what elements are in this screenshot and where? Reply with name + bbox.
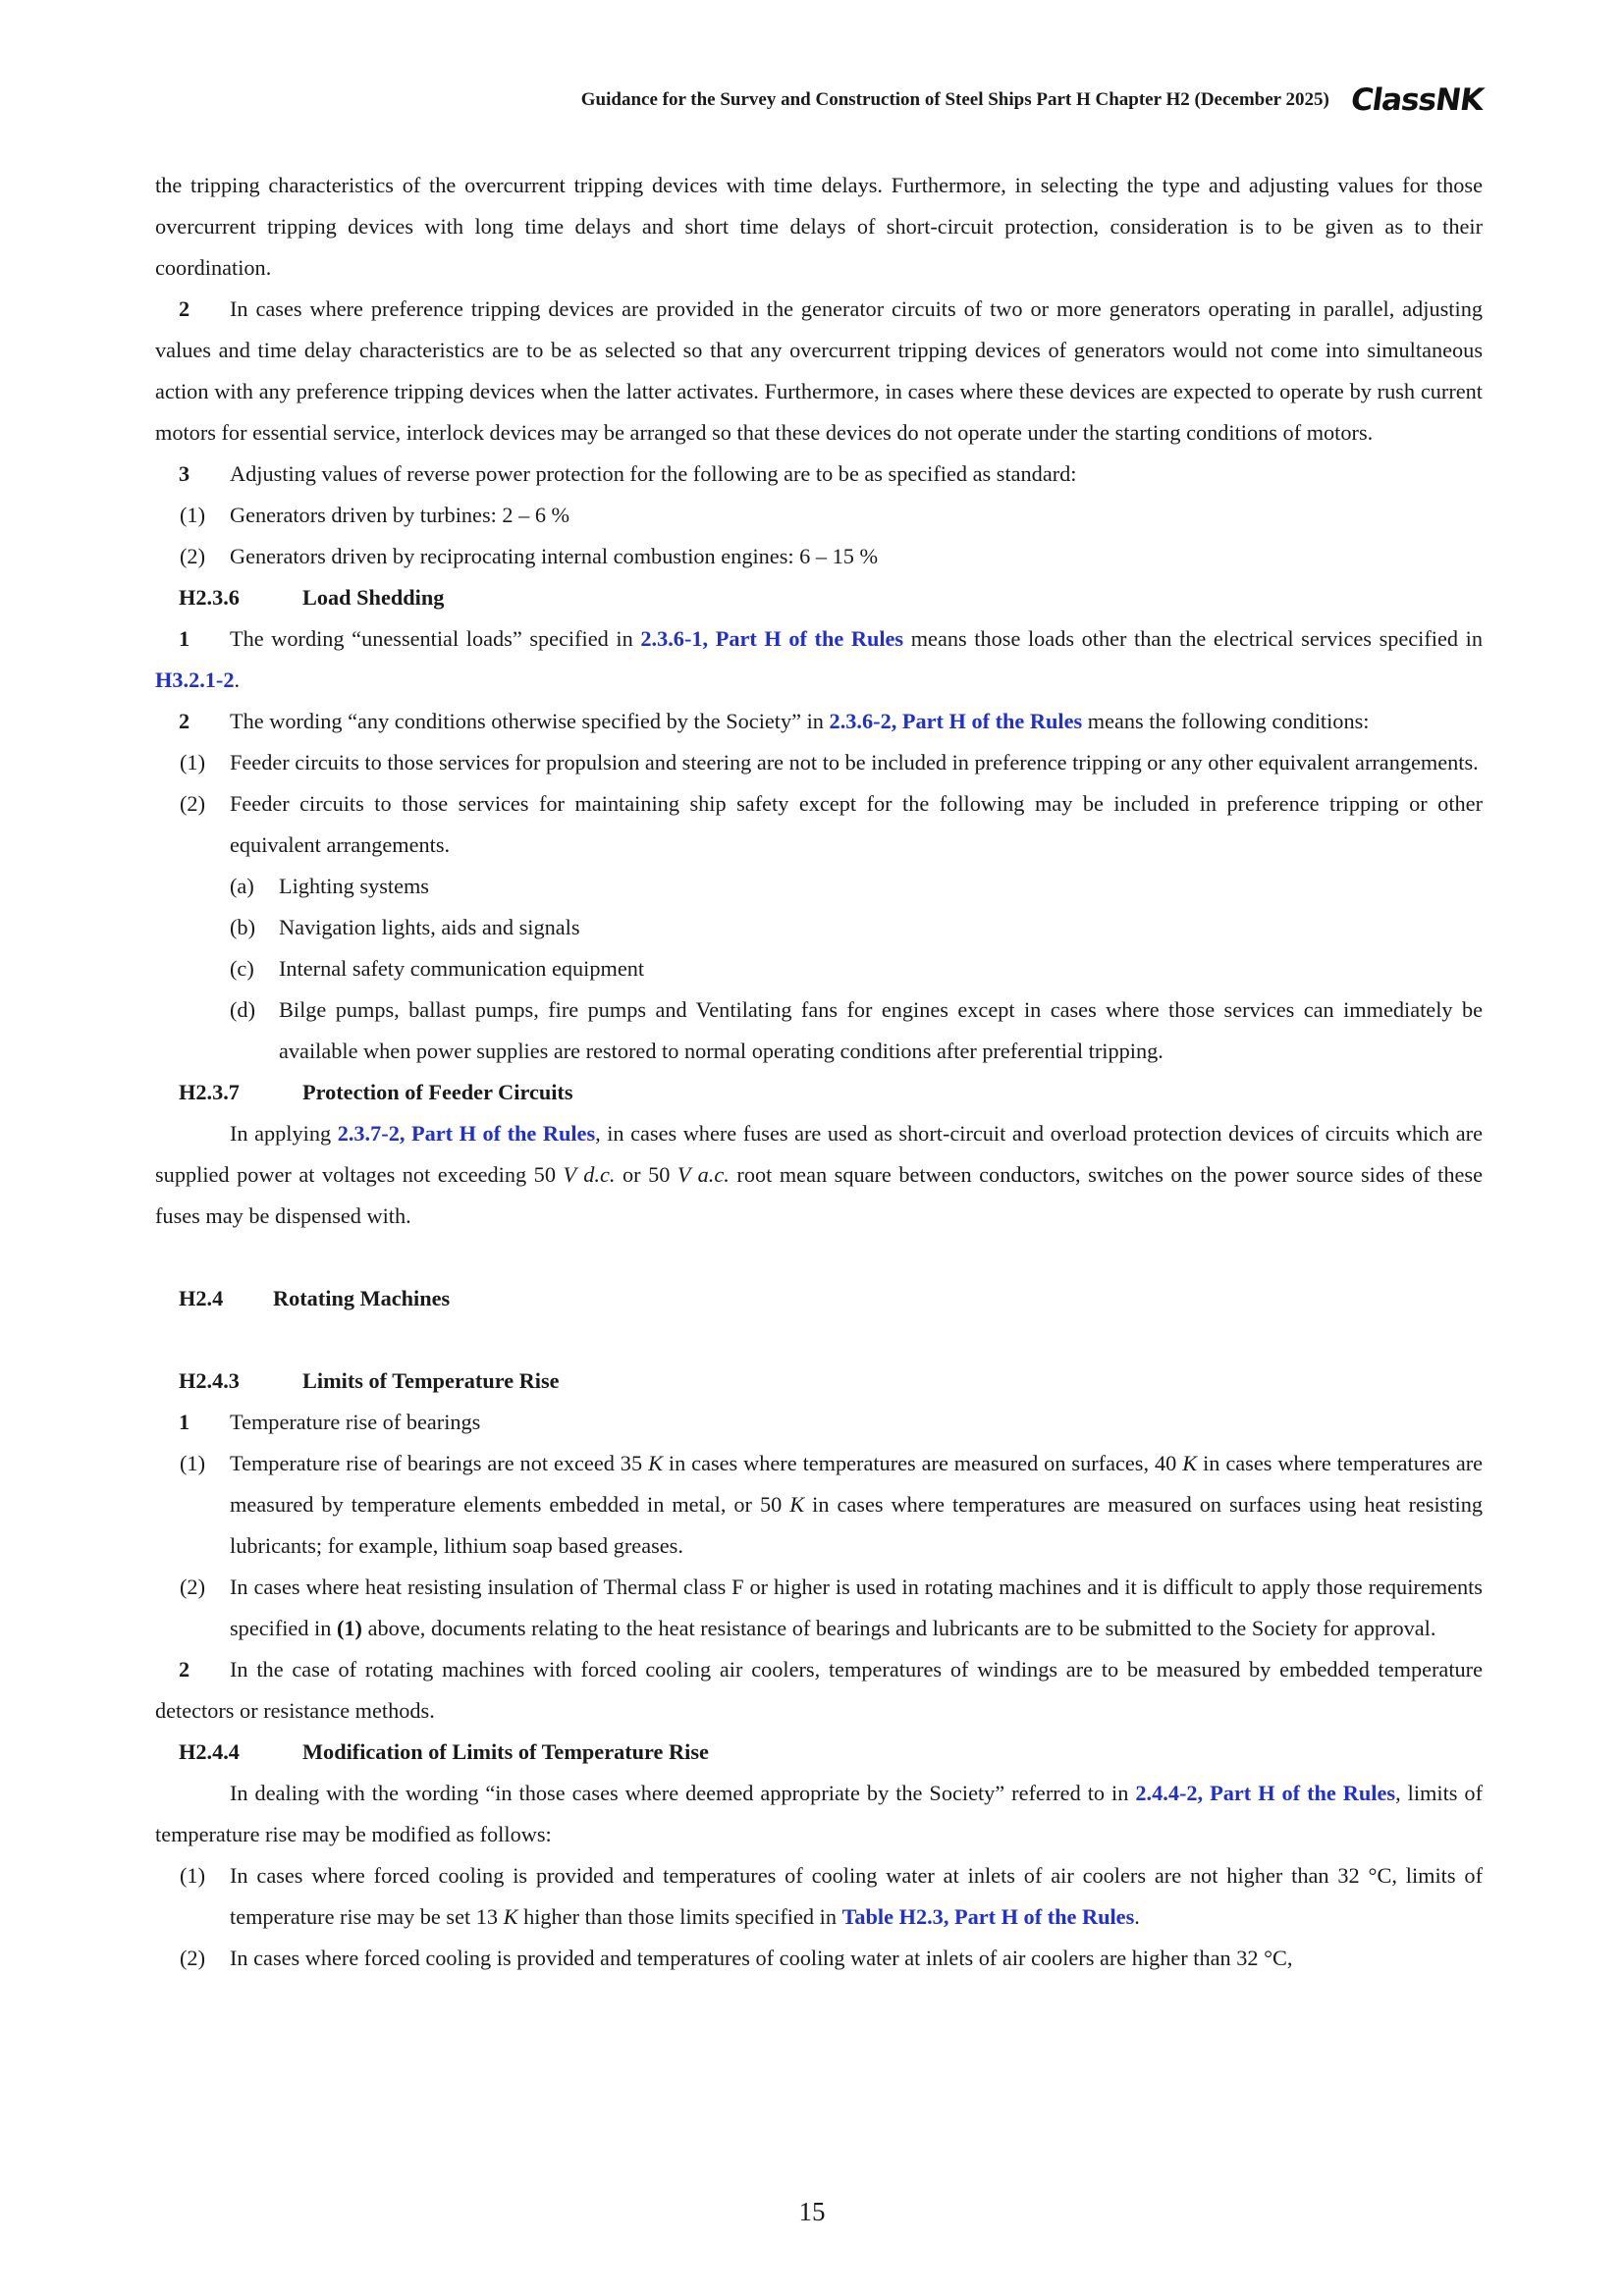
- paragraph-number: 2: [179, 1657, 190, 1682]
- rule-reference-link[interactable]: H3.2.1-2: [155, 667, 235, 692]
- section-title: Modification of Limits of Temperature Rise: [302, 1739, 709, 1764]
- list-text: Feeder circuits to those services for maintaining ship safety except for the following may be included in preference tripping or other equivalent arrangements.: [230, 791, 1483, 857]
- list-text: Navigation lights, aids and signals: [279, 915, 580, 939]
- list-item: [155, 1443, 1483, 1567]
- list-text: [230, 1855, 1483, 1938]
- section-heading-h236: [155, 577, 1483, 618]
- paragraph-text: or 50: [622, 1162, 671, 1187]
- text-run: .: [1134, 1904, 1140, 1929]
- paragraph-text: Temperature rise of bearings: [230, 1410, 481, 1434]
- rule-reference-link[interactable]: 2.4.4-2, Part H of the Rules: [1135, 1781, 1396, 1805]
- paragraph-text: The wording “any conditions otherwise specified by the Society” in: [230, 709, 824, 733]
- section-number: H2.4.4: [179, 1739, 240, 1764]
- rule-reference-link[interactable]: 2.3.6-2, Part H of the Rules: [829, 709, 1083, 733]
- section-number: H2.3.6: [179, 585, 240, 610]
- paragraph-number: 2: [179, 709, 190, 733]
- sub-list-item: [155, 948, 1483, 989]
- list-marker: (1): [180, 503, 205, 527]
- paragraph-3: [155, 454, 1483, 495]
- list-marker: (a): [230, 874, 254, 898]
- paragraph-text: In applying: [230, 1121, 332, 1146]
- text-run: in cases where temperatures are measured on surfaces using heat resisting lubricants; for example, lithium soap based greases.: [230, 1492, 1484, 1558]
- section-heading-h24: [155, 1278, 1483, 1319]
- paragraph-text: .: [234, 667, 241, 692]
- unit-text: V a.c.: [677, 1162, 730, 1187]
- paragraph-text: In cases where preference tripping devices are provided in the generator circuits of two or more generators operating in parallel, adjusting values and time delay characteristics are to be as selected so that any overcurrent tripping devices of generators would not come into simultaneous action with any preference tripping devices when the latter activates. Furthermore, in cases where these devices are expected to operate by rush current motors for essential service, interlock devices may be arranged so that these devices do not operate under the starting conditions of motors.: [155, 296, 1483, 445]
- section-title: Rotating Machines: [273, 1286, 451, 1310]
- paragraph-number: 1: [179, 626, 190, 651]
- list-marker: (2): [180, 791, 205, 816]
- paragraph-h236-2: [155, 701, 1483, 742]
- unit-text: K: [1182, 1451, 1198, 1475]
- section-title: Load Shedding: [302, 585, 445, 610]
- section-title: Protection of Feeder Circuits: [302, 1080, 573, 1104]
- section-heading-h243: [155, 1361, 1483, 1402]
- page-header: [511, 80, 1486, 120]
- list-item: [155, 495, 1483, 536]
- section-number: H2.4.3: [179, 1368, 240, 1393]
- unit-text: K: [503, 1904, 518, 1929]
- paragraph-text: Adjusting values of reverse power protection for the following are to be as specified as standard:: [230, 461, 1077, 486]
- paragraph-text: means those loads other than the electrical services specified in: [910, 626, 1483, 651]
- paragraph-text: , in cases where fuses are used as short-circuit and overload protection devices of circuits which are supplied power at voltages not exceeding 50: [155, 1121, 1483, 1187]
- list-marker: (2): [180, 1575, 205, 1599]
- list-text: Feeder circuits to those services for propulsion and steering are not to be included in preference tripping or any other equivalent arrangements.: [230, 750, 1479, 774]
- list-marker: (c): [230, 956, 254, 981]
- list-item: [155, 1567, 1483, 1649]
- page-number: 15: [798, 2197, 826, 2226]
- list-item: [155, 783, 1483, 866]
- classnk-logo: ClassNK: [1348, 82, 1486, 118]
- text-run: higher than those limits specified in: [523, 1904, 837, 1929]
- list-text: Generators driven by turbines: 2 – 6 %: [230, 503, 570, 527]
- text-run: Temperature rise of bearings are not exceed 35: [230, 1451, 643, 1475]
- list-marker: (1): [180, 750, 205, 774]
- item-reference: (1): [336, 1616, 362, 1640]
- unit-text: V d.c.: [563, 1162, 616, 1187]
- paragraph-number: 2: [179, 296, 190, 321]
- text-run: in cases where temperatures are measured by temperature elements embedded in metal, or 50: [230, 1451, 1484, 1517]
- list-item: [155, 742, 1483, 783]
- list-item: [155, 1938, 1483, 1979]
- paragraph-h237: [155, 1113, 1483, 1237]
- list-item: [155, 1855, 1483, 1938]
- list-text: [230, 1567, 1483, 1649]
- spacer: [155, 1319, 1483, 1361]
- list-marker: (2): [180, 1946, 205, 1970]
- rule-reference-link[interactable]: 2.3.7-2, Part H of the Rules: [337, 1121, 596, 1146]
- section-number: H2.4: [179, 1286, 224, 1310]
- paragraph-h244: [155, 1773, 1483, 1855]
- header-title: Guidance for the Survey and Construction of Steel Ships Part H Chapter H2 (December 2025): [580, 89, 1329, 110]
- text-run: In cases where heat resisting insulation of Thermal class F or higher is used in rotating machines and it is difficult to apply those requirements specified in: [230, 1575, 1483, 1640]
- rule-reference-link[interactable]: 2.3.6-1, Part H of the Rules: [640, 626, 904, 651]
- unit-text: K: [648, 1451, 663, 1475]
- list-marker: (1): [180, 1863, 205, 1888]
- paragraph-text: root mean square between conductors, switches on the power source sides of these fuses may be dispensed with.: [155, 1162, 1483, 1228]
- list-marker: (2): [180, 544, 205, 568]
- text-run: in cases where temperatures are measured on surfaces, 40: [668, 1451, 1177, 1475]
- paragraph-text: , limits of temperature rise may be modified as follows:: [155, 1781, 1483, 1846]
- paragraph-text: The wording “unessential loads” specified in: [230, 626, 633, 651]
- list-text: Bilge pumps, ballast pumps, fire pumps and Ventilating fans for engines except in cases where those services can immediately be available when power supplies are restored to normal operating conditions after preferential tripping.: [279, 997, 1483, 1063]
- paragraph-text: In dealing with the wording “in those cases where deemed appropriate by the Society” referred to in: [230, 1781, 1129, 1805]
- paragraph-number: 3: [179, 461, 190, 486]
- section-number: H2.3.7: [179, 1080, 240, 1104]
- list-marker: (d): [230, 997, 255, 1022]
- table-reference-link[interactable]: Table H2.3, Part H of the Rules: [841, 1904, 1135, 1929]
- list-text: Generators driven by reciprocating internal combustion engines: 6 – 15 %: [230, 544, 879, 568]
- unit-text: K: [789, 1492, 805, 1517]
- list-text: Internal safety communication equipment: [279, 956, 645, 981]
- list-item: [155, 536, 1483, 577]
- list-marker: (1): [180, 1451, 205, 1475]
- sub-list-item: [155, 907, 1483, 948]
- text-run: above, documents relating to the heat resistance of bearings and lubricants are to be submitted to the Society for approval.: [367, 1616, 1436, 1640]
- paragraph-intro: the tripping characteristics of the overcurrent tripping devices with time delays. Furthermore, in selecting the type and adjusting values for those overcurrent tripping devices with long time delays and short time delays of short-circuit protection, consideration is to be given as to their coordination.: [155, 173, 1483, 280]
- text-run: In cases where forced cooling is provided and temperatures of cooling water at inlets of air coolers are not higher than 32 °C, limits of temperature rise may be set 13: [230, 1863, 1483, 1929]
- spacer: [155, 1237, 1483, 1278]
- section-heading-h244: [155, 1732, 1483, 1773]
- list-marker: (b): [230, 915, 255, 939]
- paragraph-h236-1: [155, 618, 1483, 701]
- paragraph-2: [155, 289, 1483, 454]
- paragraph-text: means the following conditions:: [1087, 709, 1370, 733]
- sub-list-item: [155, 866, 1483, 907]
- document-body: [155, 165, 1483, 1979]
- paragraph-h243-1: [155, 1402, 1483, 1443]
- list-text: [230, 1443, 1483, 1567]
- paragraph-h243-2: [155, 1649, 1483, 1732]
- paragraph-text: In the case of rotating machines with forced cooling air coolers, temperatures of windings are to be measured by embedded temperature detectors or resistance methods.: [155, 1657, 1483, 1723]
- section-title: Limits of Temperature Rise: [302, 1368, 560, 1393]
- paragraph-number: 1: [179, 1410, 190, 1434]
- list-text: In cases where forced cooling is provided and temperatures of cooling water at inlets of air coolers are higher than 32 °C,: [230, 1946, 1293, 1970]
- sub-list-item: [155, 989, 1483, 1072]
- list-text: Lighting systems: [279, 874, 429, 898]
- section-heading-h237: [155, 1072, 1483, 1113]
